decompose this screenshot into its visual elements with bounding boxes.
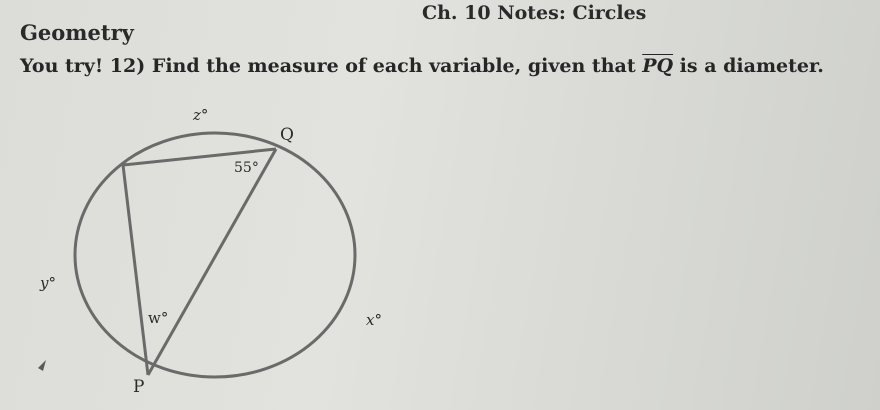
chord-left [123,165,148,375]
label-y: y° [40,274,56,292]
problem-suffix: is a diameter. [673,55,824,77]
label-q: Q [280,125,294,145]
label-angle-55: 55° [234,160,259,176]
problem-prefix: You try! 12) Find the measure of each variable, given that [20,55,643,77]
pencil-mark [38,360,46,371]
label-w: w° [148,309,169,327]
diameter-pq [148,149,276,375]
label-p: P [133,377,145,397]
subject-title: Geometry [20,20,134,45]
label-x: x° [366,311,382,329]
label-z: z° [193,106,209,124]
chapter-title: Ch. 10 Notes: Circles [422,2,647,24]
diameter-segment-label: $\overline{PQ}$ [642,55,674,77]
